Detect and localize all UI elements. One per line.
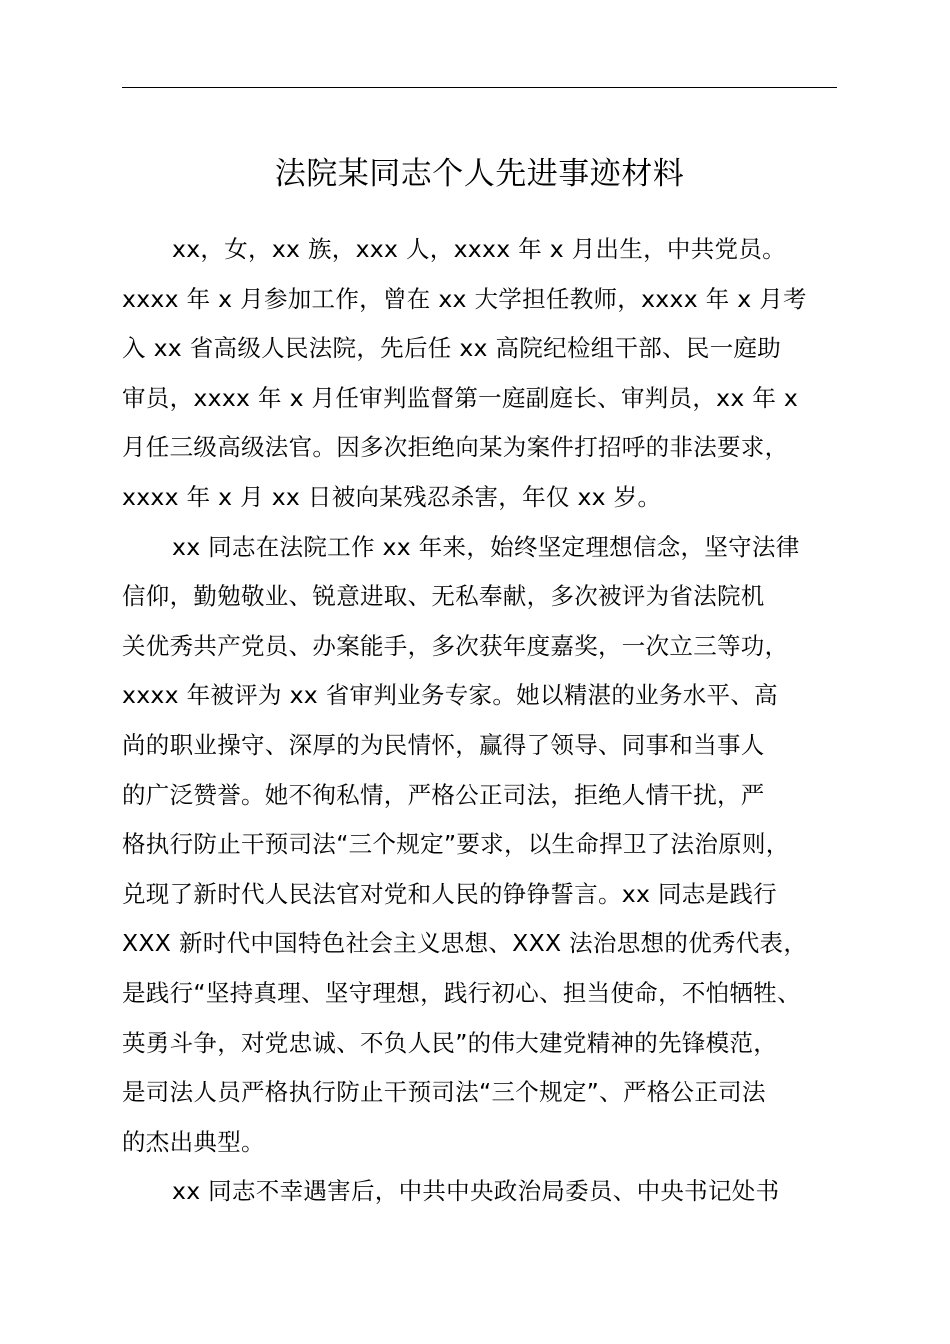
text-line: 关优秀共产党员、办案能手，多次获年度嘉奖，一次立三等功， — [122, 631, 789, 660]
text-line: xxxx 年 x 月 xx 日被向某残忍杀害，年仅 xx 岁。 — [122, 482, 662, 511]
text-line: 是践行“坚持真理、坚守理想，践行初心、担当使命，不怕牺牲、 — [122, 978, 801, 1007]
text-line: 的杰出典型。 — [122, 1127, 265, 1156]
text-line: 的广泛赞誉。她不徇私情，严格公正司法，拒绝人情干扰，严 — [122, 780, 765, 809]
text-line: 尚的职业操守、深厚的为民情怀，赢得了领导、同事和当事人 — [122, 730, 765, 759]
text-line: 兑现了新时代人民法官对党和人民的铮铮誓言。xx 同志是践行 — [122, 879, 777, 908]
text-line: 审员，xxxx 年 x 月任审判监督第一庭副庭长、审判员，xx 年 x — [122, 383, 799, 412]
paragraph-3 — [122, 1167, 842, 1217]
text-line: 格执行防止干预司法“三个规定”要求，以生命捍卫了法治原则， — [122, 830, 790, 859]
document-body — [122, 225, 842, 1217]
text-line: 入 xx 省高级人民法院，先后任 xx 高院纪检组干部、民一庭助 — [122, 334, 782, 363]
header-rule — [122, 87, 837, 88]
text-line: xxxx 年 x 月参加工作，曾在 xx 大学担任教师，xxxx 年 x 月考 — [122, 284, 807, 313]
text-line: XXX 新时代中国特色社会主义思想、XXX 法治思想的优秀代表， — [122, 929, 808, 958]
text-line: 信仰，勤勉敬业、锐意进取、无私奉献，多次被评为省法院机 — [122, 582, 765, 611]
text-line: 月任三级高级法官。因多次拒绝向某为案件打招呼的非法要求， — [122, 433, 789, 462]
text-line: xx，女，xx 族，xxx 人，xxxx 年 x 月出生，中共党员。 — [172, 235, 786, 263]
paragraph-2 — [122, 523, 842, 1168]
text-line: xxxx 年被评为 xx 省审判业务专家。她以精湛的业务水平、高 — [122, 681, 778, 710]
text-line: xx 同志在法院工作 xx 年来，始终坚定理想信念，坚守法律 — [172, 532, 800, 561]
paragraph-1 — [122, 225, 842, 523]
text-line: 是司法人员严格执行防止干预司法“三个规定”、严格公正司法 — [122, 1078, 766, 1107]
text-line: 英勇斗争，对党忠诚、不负人民”的伟大建党精神的先锋模范， — [122, 1028, 778, 1057]
document-title: 法院某同志个人先进事迹材料 — [274, 156, 685, 192]
text-line: xx 同志不幸遇害后，中共中央政治局委员、中央书记处书 — [172, 1177, 780, 1206]
